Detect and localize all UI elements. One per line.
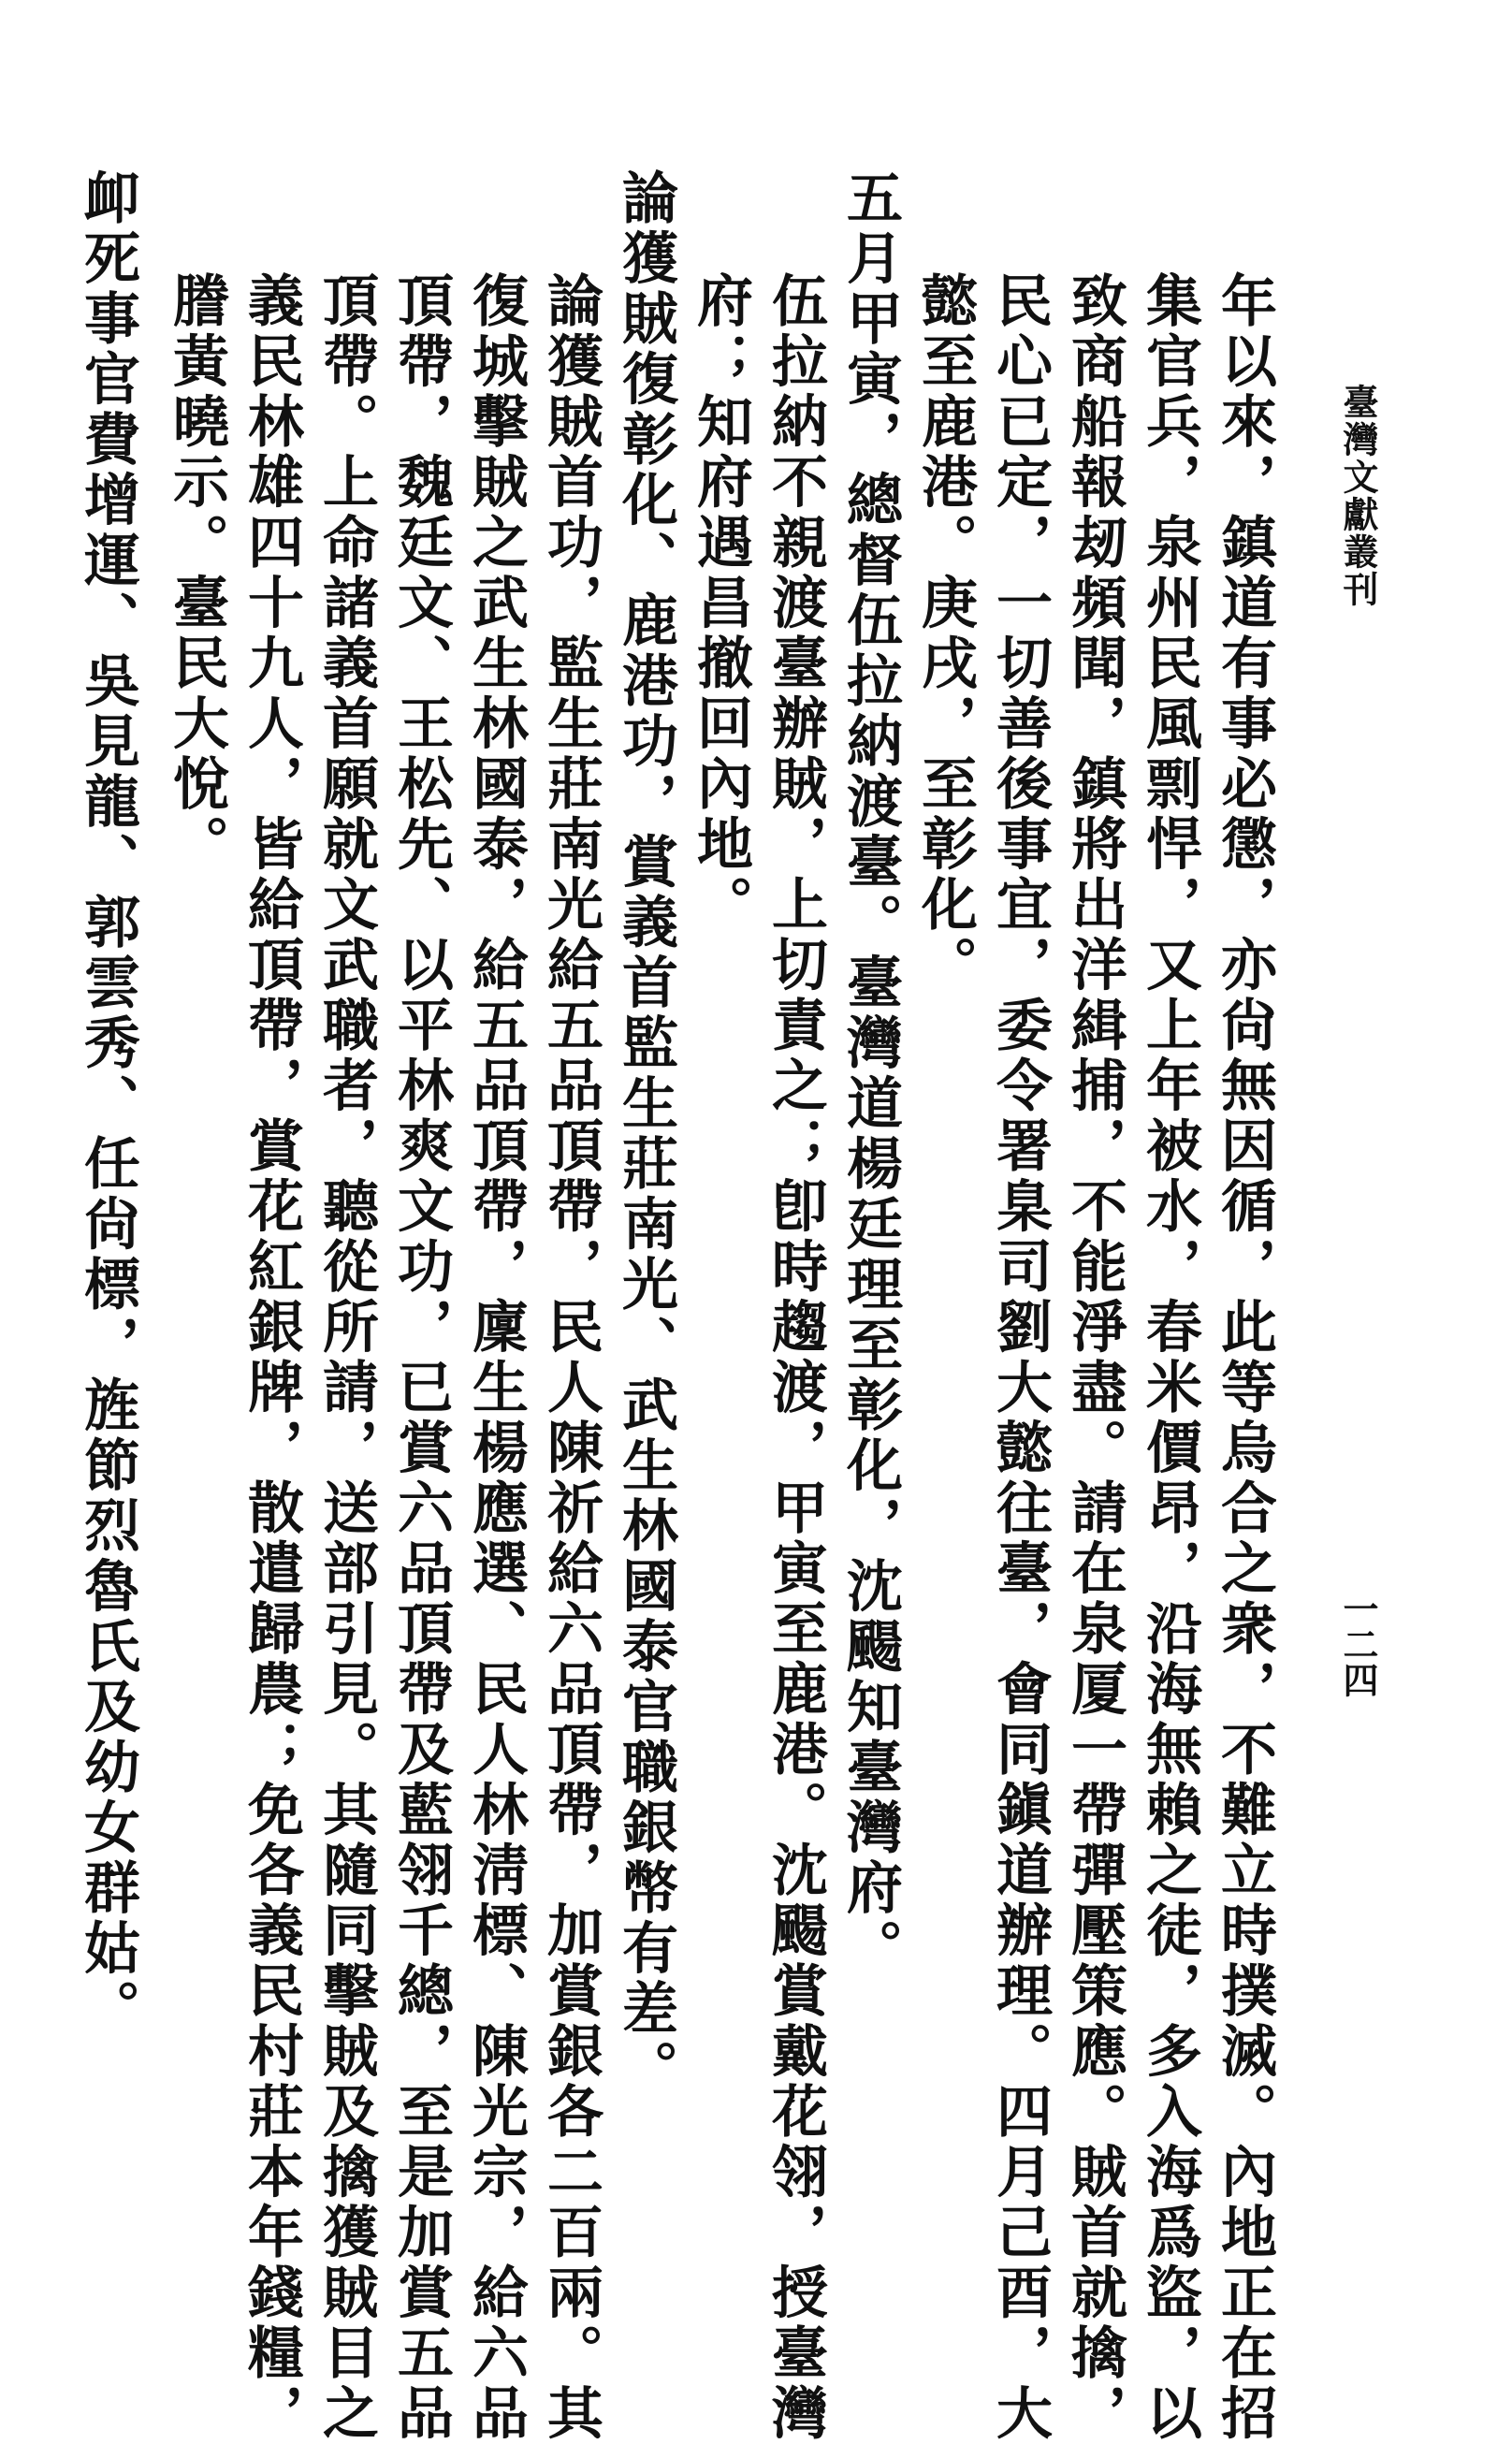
text-column-12: 頂帶，魏廷文、王松先、以平林爽文功，已賞六品頂帶及藍翎千總，至是加賞五品: [388, 271, 454, 2444]
text-column-2: 集官兵，泉州民風剽悍，又上年被水，春米價昂，沿海無賴之徒，多入海爲盜，以: [1137, 271, 1202, 2444]
text-column-5: 懿至鹿港。庚戌，至彰化。: [912, 271, 978, 996]
page-number: 一二四: [1337, 1591, 1379, 1697]
book-title: 臺灣文獻叢刊: [1337, 384, 1379, 608]
text-column-1: 年以來，鎮道有事必懲，亦尙無因循，此等烏合之衆，不難立時撲滅。內地正在招: [1212, 271, 1277, 2444]
text-column-10: 論獲賊首功，監生莊南光給五品頂帶，民人陳祈給六品頂帶，加賞銀各二百兩。其: [538, 271, 603, 2444]
text-column-3: 致商船報刼頻聞，鎮將出洋緝捕，不能淨盡。請在泉厦一帶彈壓策應。賊首就擒，: [1062, 271, 1127, 2444]
text-column-7: 伍拉納不親渡臺辦賊，上切責之；卽時趨渡，甲寅至鹿港。沈颺賞戴花翎，授臺灣: [763, 271, 828, 2444]
text-column-15: 謄黃曉示。臺民大悅。: [164, 271, 229, 875]
text-column-13: 頂帶。上命諸義首願就文武職者，聽從所請，送部引見。其隨同擊賊及擒獲賊目之: [313, 271, 379, 2444]
text-column-9: 論獲賊復彰化、鹿港功，賞義首監生莊南光、武生林國泰官職銀幣有差。: [613, 168, 678, 2100]
text-column-14: 義民林雄四十九人，皆給頂帶，賞花紅銀牌，散遣歸農；免各義民村莊本年錢糧，: [239, 271, 304, 2444]
text-column-16: 卹死事官費增運、吳見龍、郭雲秀、任尙標，旌節烈魯氏及幼女群姑。: [75, 168, 140, 2040]
text-column-6: 五月甲寅，總督伍拉納渡臺。臺灣道楊廷理至彰化，沈颺知臺灣府。: [837, 168, 903, 1979]
text-column-11: 復城擊賊之武生林國泰，給五品頂帶，廩生楊應選、民人林淸標、陳光宗，給六品: [463, 271, 529, 2444]
text-column-8: 府；知府遇昌撤回內地。: [688, 271, 753, 936]
text-column-4: 民心已定，一切善後事宜，委令署臬司劉大懿往臺，會同鎭道辦理。四月己酉，大: [987, 271, 1053, 2444]
